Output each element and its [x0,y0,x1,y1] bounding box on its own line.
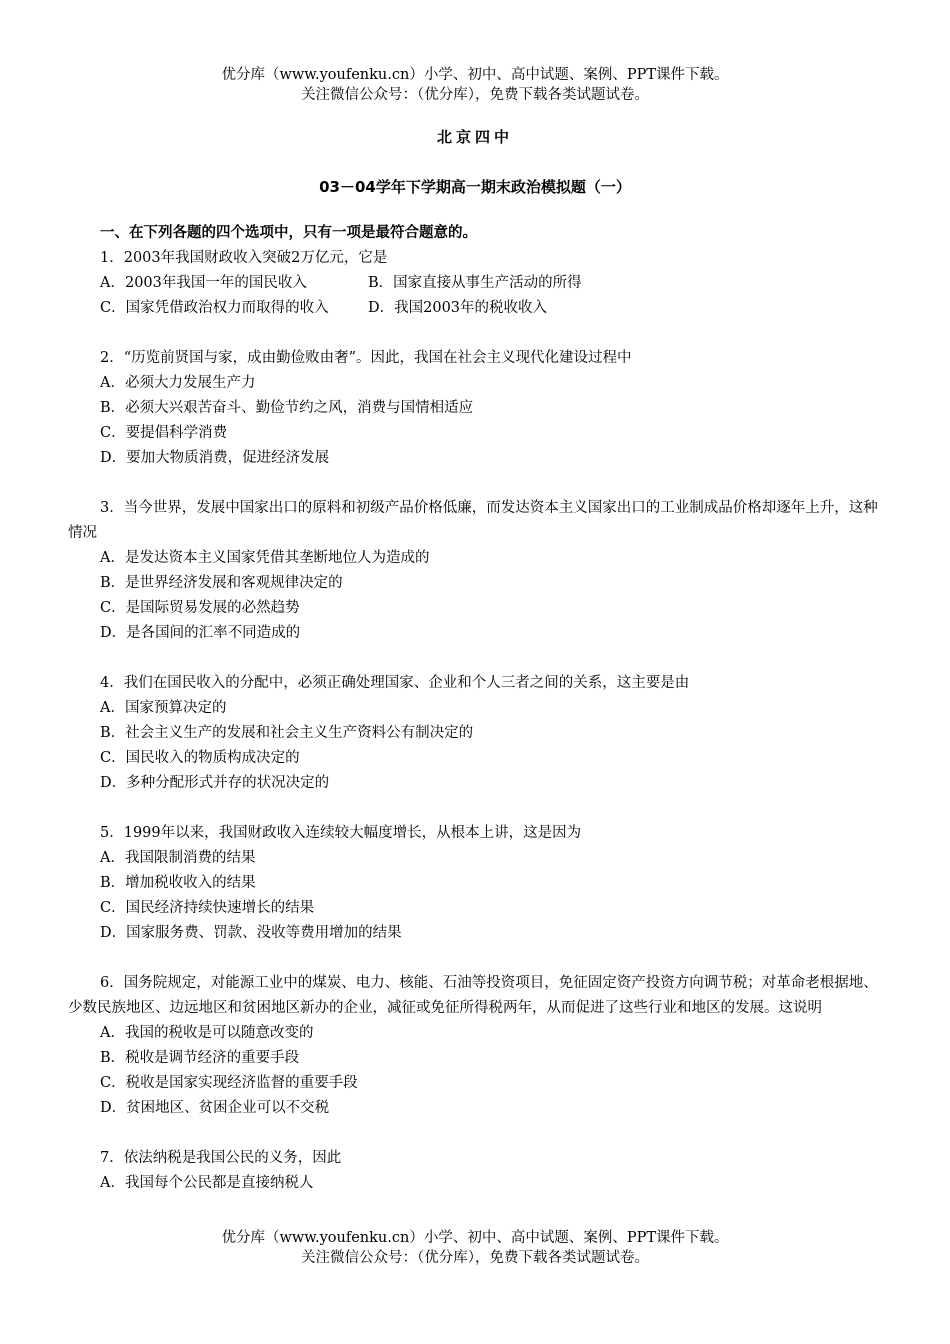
header-banner [0,65,950,105]
footer-banner [0,1228,950,1268]
question-2 [68,346,883,471]
footer-line-1: 优分库（www.youfenku.cn）小学、初中、高中试题、案例、PPT课件下载。 [221,1230,729,1246]
option-b: B．必须大兴艰苦奋斗、勤俭节约之风，消费与国情相适应 [100,400,474,416]
option-a: A．2003年我国一年的国民收入 [100,275,307,291]
option-c: C．要提倡科学消费 [100,425,228,441]
question-7 [68,1146,883,1196]
option-row [68,296,883,321]
question-3 [68,496,883,646]
question-6 [68,971,883,1121]
header-line-2: 关注微信公众号：（优分库），免费下载各类试题试卷。 [301,87,649,103]
question-stem: 2．“历览前贤国与家，成由勤俭败由奢”。因此，我国在社会主义现代化建设过程中 [100,350,632,366]
option-c: C．税收是国家实现经济监督的重要手段 [100,1075,358,1091]
option-row [68,271,883,296]
question-stem: 4．我们在国民收入的分配中，必须正确处理国家、企业和个人三者之间的关系，这主要是由 [100,675,690,691]
option-b: B．税收是调节经济的重要手段 [100,1050,300,1066]
option-c: C．国家凭借政治权力而取得的收入 [100,300,329,316]
option-a: A．必须大力发展生产力 [100,375,256,391]
option-c: C．国民收入的物质构成决定的 [100,750,300,766]
option-b: B．增加税收收入的结果 [100,875,256,891]
option-b: B．国家直接从事生产活动的所得 [368,275,582,291]
option-d: D．我国2003年的税收收入 [368,300,548,316]
footer-line-2: 关注微信公众号：（优分库），免费下载各类试题试卷。 [301,1250,649,1266]
exam-title: 03－04学年下学期高一期末政治模拟题（一） [319,178,631,196]
option-d: D．国家服务费、罚款、没收等费用增加的结果 [100,925,402,941]
option-d: D．贫困地区、贫困企业可以不交税 [100,1100,330,1116]
option-c: C．国民经济持续快速增长的结果 [100,900,315,916]
option-c: C．是国际贸易发展的必然趋势 [100,600,300,616]
option-a: A．我国每个公民都是直接纳税人 [100,1175,314,1191]
option-b: B．是世界经济发展和客观规律决定的 [100,575,343,591]
question-stem: 7．依法纳税是我国公民的义务，因此 [100,1150,342,1166]
option-a: A．我国限制消费的结果 [100,850,256,866]
question-stem: 5．1999年以来，我国财政收入连续较大幅度增长，从根本上讲，这是因为 [100,825,582,841]
header-line-1: 优分库（www.youfenku.cn）小学、初中、高中试题、案例、PPT课件下载。 [221,67,729,83]
question-5 [68,821,883,946]
question-stem: 6．国务院规定，对能源工业中的煤炭、电力、核能、石油等投资项目，免征固定资产投资方向调节税；对革命老根据地、少数民族地区、边远地区和贫困地区新办的企业，减征或免征所得税两年，从而促进了这些行业和地区的发展。这说明 [68,975,878,1016]
option-d: D．是各国间的汇率不同造成的 [100,625,301,641]
section-heading: 一、在下列各题的四个选项中，只有一项是最符合题意的。 [100,225,477,241]
option-b: B．社会主义生产的发展和社会主义生产资料公有制决定的 [100,725,474,741]
option-d: D．多种分配形式并存的状况决定的 [100,775,330,791]
question-list [68,221,883,1221]
question-stem: 3．当今世界，发展中国家出口的原料和初级产品价格低廉，而发达资本主义国家出口的工业制成品价格却逐年上升，这种情况 [68,500,878,541]
option-d: D．要加大物质消费，促进经济发展 [100,450,330,466]
option-a: A．我国的税收是可以随意改变的 [100,1025,314,1041]
question-stem: 1．2003年我国财政收入突破2万亿元，它是 [100,250,388,266]
option-a: A．国家预算决定的 [100,700,227,716]
question-1 [68,246,883,321]
school-name: 北京四中 [436,128,513,146]
option-a: A．是发达资本主义国家凭借其垄断地位人为造成的 [100,550,430,566]
question-4 [68,671,883,796]
